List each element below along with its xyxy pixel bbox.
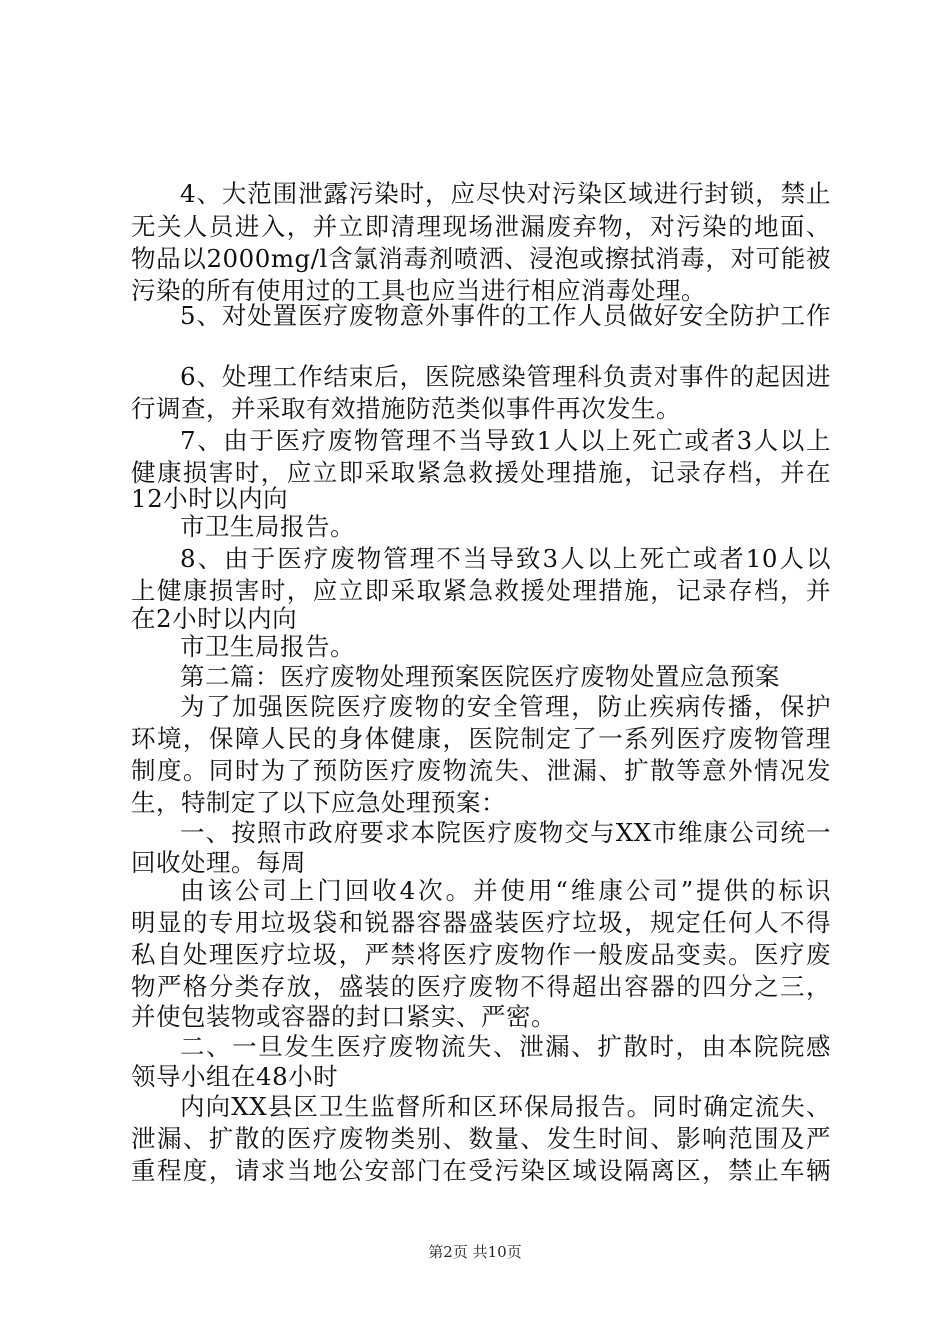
paragraph-line: 环境，保障人民的身体健康，医院制定了一系列医疗废物管理	[131, 724, 831, 753]
paragraph-line: 明显的专用垃圾袋和锐器容器盛装医疗垃圾，规定任何人不得	[131, 908, 831, 937]
paragraph-line: 内向XX县区卫生监督所和区环保局报告。同时确定流失、	[180, 1092, 831, 1121]
paragraph-line: 健康损害时，应立即采取紧急救援处理措施，记录存档，并在	[131, 458, 831, 487]
paragraph-line: 生，特制定了以下应急处理预案：	[131, 788, 506, 817]
paragraph-line: 12小时以内向	[131, 484, 289, 513]
paragraph-line: 物品以2000mg/l含氯消毒剂喷洒、浸泡或擦拭消毒，对可能被	[131, 244, 831, 273]
paragraph-line: 并使包装物或容器的封口紧实、严密。	[131, 1002, 556, 1031]
paragraph-line: 由该公司上门回收4次。并使用“维康公司”提供的标识	[180, 876, 831, 905]
paragraph-line: 市卫生局报告。	[180, 632, 355, 661]
paragraph-line: 回收处理。每周	[131, 848, 306, 877]
section-heading: 第二篇：医疗废物处理预案医院医疗废物处置应急预案	[180, 662, 780, 691]
paragraph-line: 重程度，请求当地公安部门在受污染区域设隔离区，禁止车辆	[131, 1156, 831, 1185]
paragraph-line: 5、对处置医疗废物意外事件的工作人员做好安全防护工作	[180, 301, 831, 330]
paragraph-line: 在2小时以内向	[131, 604, 298, 633]
paragraph-line: 泄漏、扩散的医疗废物类别、数量、发生时间、影响范围及严	[131, 1124, 831, 1153]
paragraph-line: 市卫生局报告。	[180, 512, 355, 541]
paragraph-line: 二、一旦发生医疗废物流失、泄漏、扩散时，由本院院感	[180, 1032, 831, 1061]
paragraph-line: 污染的所有使用过的工具也应当进行相应消毒处理。	[131, 276, 706, 305]
paragraph-line: 为了加强医院医疗废物的安全管理，防止疾病传播，保护	[180, 692, 831, 721]
page-number-footer: 第2页 共10页	[428, 1243, 522, 1261]
paragraph-line: 4、大范围泄露污染时，应尽快对污染区域进行封锁，禁止	[180, 179, 831, 208]
paragraph-line: 6、处理工作结束后，医院感染管理科负责对事件的起因进	[180, 362, 831, 391]
paragraph-line: 领导小组在48小时	[131, 1062, 339, 1091]
paragraph-line: 私自处理医疗垃圾，严禁将医疗废物作一般废品变卖。医疗废	[131, 940, 831, 969]
paragraph-line: 上健康损害时，应立即采取紧急救援处理措施，记录存档，并	[131, 576, 831, 605]
paragraph-line: 行调查，并采取有效措施防范类似事件再次发生。	[131, 394, 681, 423]
paragraph-line: 无关人员进入，并立即清理现场泄漏废弃物，对污染的地面、	[131, 212, 831, 241]
paragraph-line: 7、由于医疗废物管理不当导致1人以上死亡或者3人以上	[180, 426, 831, 455]
paragraph-line: 制度。同时为了预防医疗废物流失、泄漏、扩散等意外情况发	[131, 756, 831, 785]
paragraph-line: 8、由于医疗废物管理不当导致3人以上死亡或者10人以	[180, 544, 831, 573]
paragraph-line: 物严格分类存放，盛装的医疗废物不得超出容器的四分之三，	[131, 972, 831, 1001]
paragraph-line: 一、按照市政府要求本院医疗废物交与XX市维康公司统一	[180, 818, 831, 847]
